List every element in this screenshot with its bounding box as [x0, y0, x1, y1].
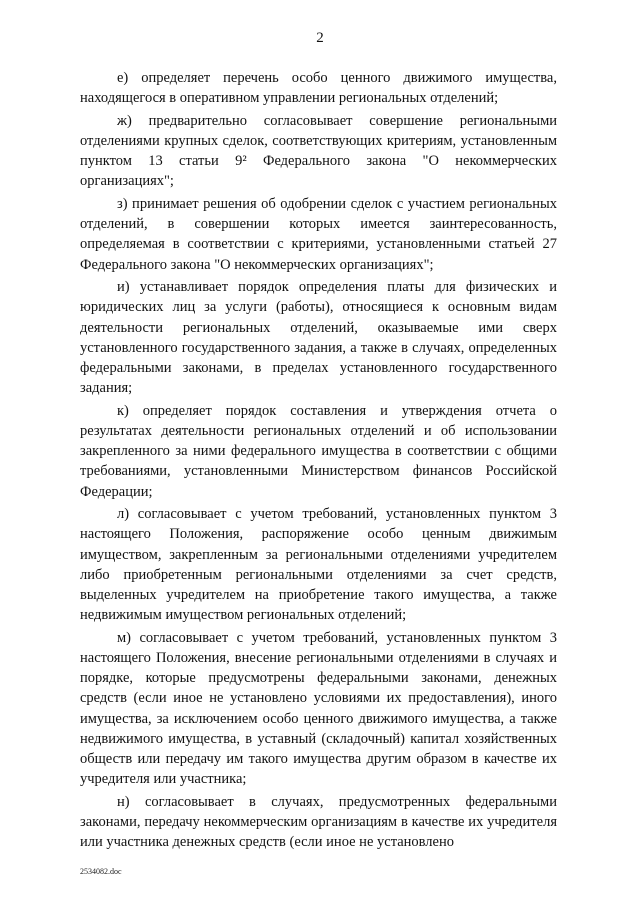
paragraph-l: л) согласовывает с учетом требований, установленных пунктом 3 настоящего Положения, распоряжение особо ценным движимым имуществом, закрепленным за региональными отделениями учредителем либо приобретенным региональными отделениями за счет средств, выделенных учредителем на приобретение такого имущества, а также недвижимым имуществом региональных отделений;: [80, 506, 557, 624]
paragraph-z: з) принимает решения об одобрении сделок с участием региональных отделений, в совершении которых имеется заинтересованность, определяемая в соответствии с критериями, установленными статьей 27 Федерального закона "О некоммерческих организациях";: [80, 196, 557, 273]
paragraph-e: е) определяет перечень особо ценного движимого имущества, находящегося в оперативном управлении региональных отделений;: [80, 70, 557, 107]
paragraph-i: и) устанавливает порядок определения платы для физических и юридических лиц за услуги (работы), относящиеся к основным видам деятельности региональных отделений, оказываемые ими сверх установленного государственного задания, а также в случаях, определенных федеральными законами, в пределах установленного государственного задания;: [80, 279, 557, 397]
paragraph-n: н) согласовывает в случаях, предусмотренных федеральными законами, передачу некоммерческим организациям в качестве их учредителя или участника денежных средств (если иное не установлено: [80, 793, 557, 851]
page-number: 2: [316, 30, 324, 46]
paragraph-k: к) определяет порядок составления и утверждения отчета о результатах деятельности региональных отделений и об использовании закрепленного за ними федерального имущества в соответствии с общими требованиями, установленными Министерством финансов Российской Федерации;: [80, 402, 557, 500]
paragraph-zh: ж) предварительно согласовывает совершение региональными отделениями крупных сделок, соответствующих критериям, установленным пунктом 13 статьи 9² Федерального закона "О некоммерческих организациях";: [80, 112, 557, 190]
document-body: [80, 68, 557, 855]
paragraph-m: м) согласовывает с учетом требований, установленных пунктом 3 настоящего Положения, внесение региональными отделениями в случаях и порядке, которые предусмотрены федеральными законами, денежных средств (если иное не установлено условиями их предоставления), иного имущества, за исключением особо ценного движимого имущества, а также недвижимого имущества, в уставный (складочный) капитал хозяйственных обществ или передачу им такого имущества другим образом в качестве их учредителя или участника;: [80, 629, 557, 788]
footer-document-code: 2534082.doc: [80, 867, 122, 876]
